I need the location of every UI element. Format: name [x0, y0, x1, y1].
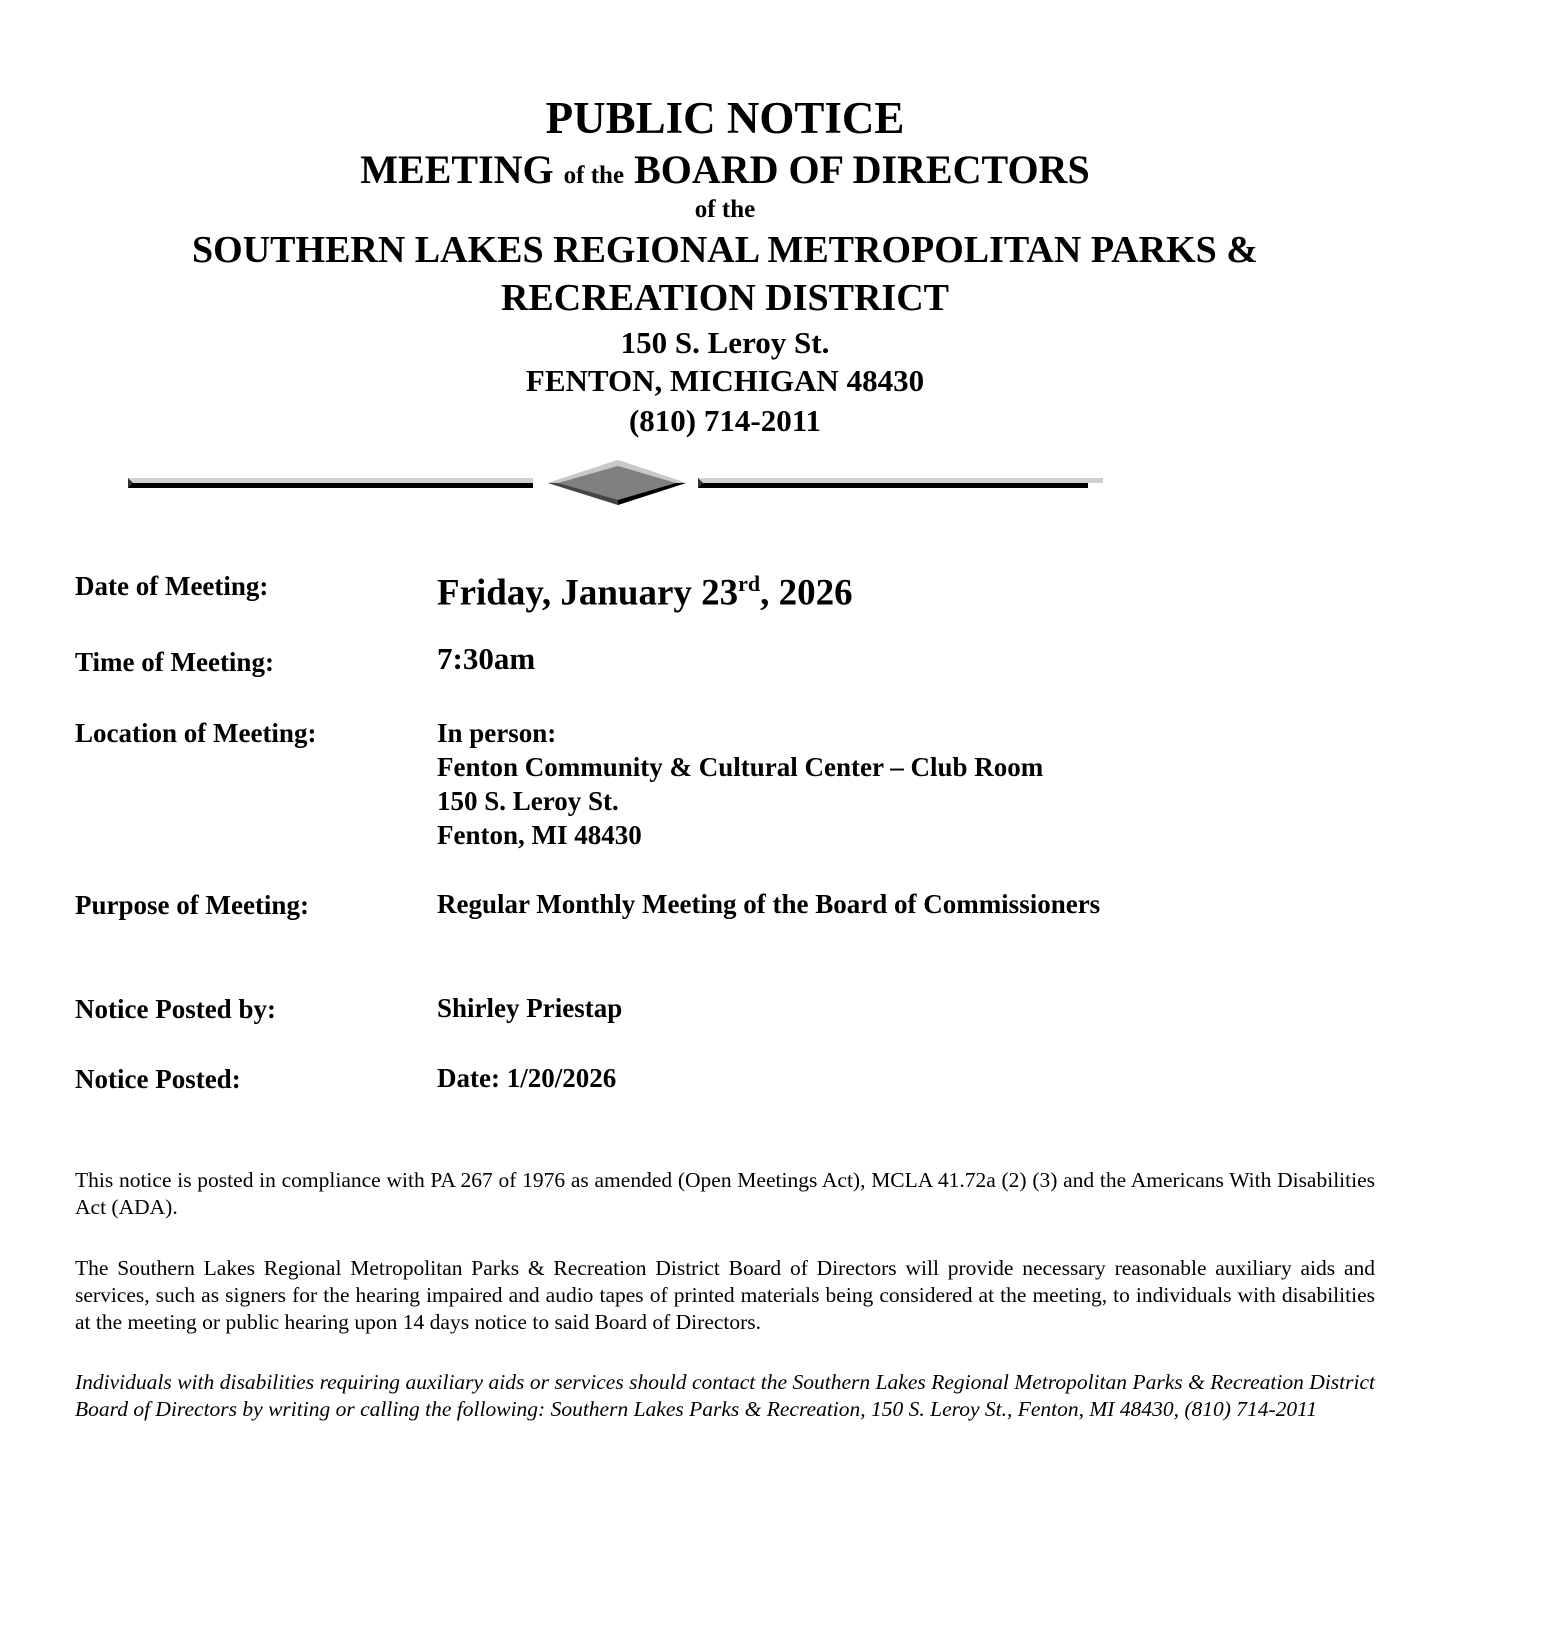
- location-line: Fenton, MI 48430: [437, 820, 642, 850]
- board-of-directors: BOARD OF DIRECTORS: [634, 147, 1090, 192]
- notice-title: PUBLIC NOTICE: [545, 93, 905, 143]
- location-line: Fenton Community & Cultural Center – Club Room: [437, 752, 1044, 782]
- org-name-line1: SOUTHERN LAKES REGIONAL METROPOLITAN PARKS &: [192, 229, 1258, 271]
- org-name-line2: RECREATION DISTRICT: [500, 277, 949, 319]
- date-label: Date of Meeting:: [75, 571, 269, 601]
- ornamental-divider: [128, 458, 1103, 508]
- time-value: 7:30am: [437, 641, 536, 676]
- address-street: 150 S. Leroy St.: [620, 325, 830, 360]
- address-city: FENTON, MICHIGAN 48430: [525, 363, 925, 398]
- date-main: Friday, January 23: [437, 572, 739, 614]
- time-label: Time of Meeting:: [75, 647, 274, 677]
- accommodation-paragraph: The Southern Lakes Regional Metropolitan Parks & Recreation District Board of Directors will provide necessary reasonable auxiliary aids and services, such as signers for the hearing impaired and audio tapes of printed materials being considered at the meeting, to individuals with disabilities at the meeting or public hearing upon 14 days notice to said Board of Directors.: [75, 1256, 1375, 1334]
- phone: (810) 714-2011: [628, 403, 821, 438]
- of-the-small: of the: [563, 162, 625, 189]
- posted-by-value: Shirley Priestap: [437, 993, 623, 1023]
- meeting-word: MEETING: [360, 147, 554, 192]
- posted-by-label: Notice Posted by:: [75, 994, 276, 1024]
- contact-paragraph: Individuals with disabilities requiring auxiliary aids or services should contact the Southern Lakes Regional Metropolitan Parks & Recreation District Board of Directors by writing or calling the following: Southern Lakes Parks & Recreation, 150 S. Leroy St., Fenton, MI 48430, (810) 714-2011: [75, 1370, 1375, 1421]
- location-line: 150 S. Leroy St.: [437, 786, 619, 816]
- date-value: [437, 562, 853, 615]
- meeting-heading: [0, 146, 1450, 193]
- of-the-line: of the: [694, 196, 756, 223]
- purpose-label: Purpose of Meeting:: [75, 890, 309, 920]
- purpose-value: Regular Monthly Meeting of the Board of Commissioners: [437, 889, 1101, 919]
- location-line: In person:: [437, 718, 557, 748]
- posted-label: Notice Posted:: [75, 1064, 241, 1094]
- date-ordinal: rd: [738, 571, 761, 596]
- compliance-paragraph: This notice is posted in compliance with PA 267 of 1976 as amended (Open Meetings Act), MCLA 41.72a (2) (3) and the Americans With Disabilities Act (ADA).: [75, 1168, 1375, 1219]
- posted-value: Date: 1/20/2026: [437, 1063, 617, 1093]
- location-value: [437, 716, 1043, 852]
- date-year: , 2026: [760, 572, 853, 614]
- location-label: Location of Meeting:: [75, 718, 317, 748]
